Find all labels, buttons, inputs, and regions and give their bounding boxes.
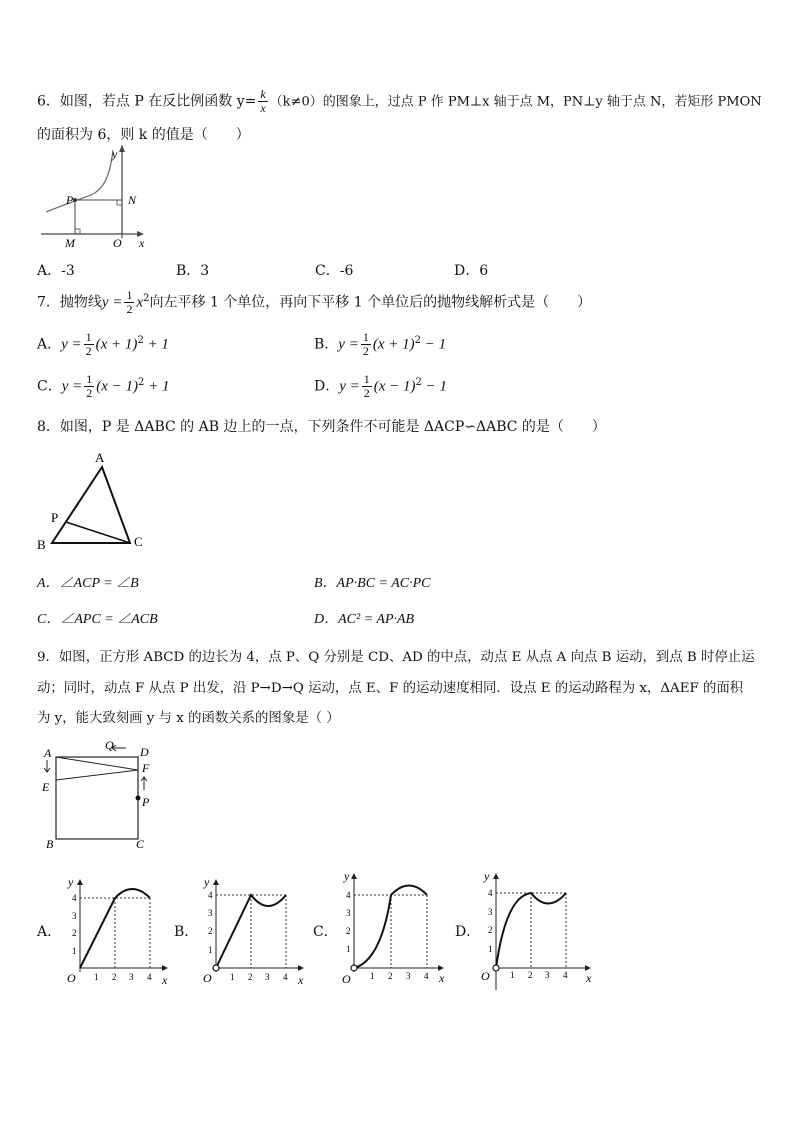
q7-option-a-half bbox=[84, 331, 94, 358]
graph-b-label-y: y bbox=[204, 875, 210, 889]
q8-option-c[interactable] bbox=[37, 608, 158, 628]
q6-label-y: y bbox=[112, 147, 118, 161]
q6-right-angle-m bbox=[75, 229, 80, 234]
q7-option-d-label: D． bbox=[314, 378, 340, 395]
q6-text-b: （k≠0）的图象上，过点 P 作 PM⊥x 轴于点 M，PN⊥y 轴于点 N，若矩形 PMON bbox=[269, 94, 762, 110]
graph-c-label-x: x bbox=[439, 971, 445, 985]
q7-option-b-label: B． bbox=[314, 336, 339, 353]
graph-b-xtick-1: 1 bbox=[230, 972, 235, 982]
q7-d-num: 1 bbox=[363, 372, 370, 386]
q7-d-den: 2 bbox=[363, 386, 370, 400]
q9-point-p bbox=[136, 796, 141, 801]
q7-option-a-sup: 2 bbox=[137, 334, 144, 346]
graph-c-ytick-3: 3 bbox=[346, 908, 351, 918]
q6-y-arrow bbox=[119, 145, 125, 152]
q7-option-d-tail: − 1 bbox=[421, 378, 448, 395]
graph-d-ytick-4: 4 bbox=[488, 888, 493, 898]
q9-label-c: C bbox=[136, 837, 145, 851]
graph-d-ytick-1: 1 bbox=[488, 944, 493, 954]
q7-half-num: 1 bbox=[126, 288, 133, 302]
q9-square-figure bbox=[38, 736, 163, 856]
graph-d-xtick-4: 4 bbox=[563, 970, 568, 980]
q9-line1 bbox=[37, 646, 755, 665]
q7-option-d[interactable] bbox=[314, 373, 447, 400]
q7-option-c-half bbox=[84, 373, 94, 400]
q8-label-p: P bbox=[51, 510, 59, 525]
q7-half bbox=[124, 289, 134, 316]
graph-d-label-o: O bbox=[481, 969, 490, 983]
q6-figure bbox=[38, 142, 158, 252]
graph-c-y-arrow bbox=[351, 873, 357, 879]
q7-option-a-tail: + 1 bbox=[143, 336, 169, 353]
graph-d-ytick-2: 2 bbox=[488, 925, 493, 935]
graph-c-ytick-1: 1 bbox=[346, 944, 351, 954]
graph-d-origin-dot bbox=[493, 965, 499, 971]
q9-square bbox=[56, 757, 138, 839]
graph-b-origin-dot bbox=[213, 965, 219, 971]
graph-a-xtick-3: 3 bbox=[129, 972, 134, 982]
q6-option-b[interactable]: B．3 bbox=[176, 263, 210, 279]
q8-text: 如图，P 是 ΔABC 的 AB 边上的一点，下列条件不可能是 ΔACP∽ΔABC 的是（ ） bbox=[59, 419, 606, 435]
q9-graph-d[interactable] bbox=[478, 866, 598, 994]
graph-b-xtick-3: 3 bbox=[265, 972, 270, 982]
q7-x: x bbox=[136, 294, 144, 311]
q8-triangle bbox=[52, 467, 130, 543]
graph-a-label-x: x bbox=[162, 973, 168, 987]
q9-segment-af bbox=[56, 757, 138, 770]
graph-b-ytick-4: 4 bbox=[208, 890, 213, 900]
graph-b-xtick-4: 4 bbox=[283, 972, 288, 982]
q7-number: 7． bbox=[37, 294, 60, 311]
graph-a-curve bbox=[80, 889, 150, 968]
q7-option-d-y: y = bbox=[339, 378, 360, 395]
q7-option-c-expr: (x − 1) bbox=[96, 378, 139, 395]
graph-b-ytick-1: 1 bbox=[208, 945, 213, 955]
graph-a-ytick-1: 1 bbox=[72, 946, 77, 956]
q6-frac-num: k bbox=[260, 87, 266, 101]
q7-option-b-y: y = bbox=[338, 336, 359, 353]
q8-segment-pc bbox=[66, 522, 130, 543]
graph-c-ytick-2: 2 bbox=[346, 926, 351, 936]
q6-curve bbox=[46, 150, 113, 212]
graph-c-origin-dot bbox=[351, 965, 357, 971]
graph-a-ytick-4: 4 bbox=[72, 893, 77, 903]
q7-option-c-label: C． bbox=[37, 378, 62, 395]
q7-b-num: 1 bbox=[362, 330, 369, 344]
q6-line1 bbox=[37, 88, 762, 115]
graph-a-x-arrow bbox=[162, 965, 168, 971]
graph-a-ytick-3: 3 bbox=[72, 911, 77, 921]
graph-a-ytick-2: 2 bbox=[72, 928, 77, 938]
q6-text-a: 如图，若点 P 在反比例函数 y= bbox=[59, 93, 257, 110]
graph-d-ytick-3: 3 bbox=[488, 907, 493, 917]
graph-b-label-o: O bbox=[203, 971, 212, 985]
q8-option-c-text: C．∠APC = ∠ACB bbox=[37, 612, 158, 627]
graph-d-y-arrow bbox=[493, 873, 499, 879]
q7-option-a-label: A． bbox=[37, 336, 62, 353]
q6-option-a[interactable]: A．-3 bbox=[37, 263, 75, 279]
q9-line1-text: 如图，正方形 ABCD 的边长为 4，点 P、Q 分别是 CD、AD 的中点，动点 E 从点 A 向点 B 运动，到点 B 时停止运 bbox=[58, 650, 755, 665]
graph-b-ytick-3: 3 bbox=[208, 908, 213, 918]
q9-graph-a[interactable] bbox=[62, 872, 172, 987]
q7-text-a: 抛物线 bbox=[59, 294, 102, 311]
q9-option-a[interactable]: A． bbox=[37, 924, 62, 940]
q9-line3: 为 y，能大致刻画 y 与 x 的函数关系的图象是（ ） bbox=[37, 711, 340, 726]
graph-a-xtick-1: 1 bbox=[94, 972, 99, 982]
q6-right-angle-n bbox=[117, 200, 122, 205]
q9-graph-c[interactable] bbox=[336, 866, 451, 988]
q7-option-d-expr: (x − 1) bbox=[373, 378, 416, 395]
graph-d-label-y: y bbox=[484, 869, 490, 883]
q7-y-eq: y = bbox=[101, 294, 123, 311]
graph-d-xtick-3: 3 bbox=[545, 970, 550, 980]
graph-b-x-arrow bbox=[298, 965, 304, 971]
graph-b-xtick-2: 2 bbox=[248, 972, 253, 982]
q7-half-den: 2 bbox=[126, 302, 133, 316]
q6-option-d[interactable]: D．6 bbox=[454, 263, 489, 279]
graph-c-label-y: y bbox=[344, 869, 350, 883]
q9-label-e: E bbox=[42, 780, 50, 794]
graph-c-ytick-4: 4 bbox=[346, 890, 351, 900]
q6-label-m: M bbox=[65, 236, 75, 250]
q9-label-a: A bbox=[44, 746, 52, 760]
graph-b-y-arrow bbox=[213, 879, 219, 885]
graph-a-xtick-4: 4 bbox=[147, 972, 152, 982]
q7-option-d-sup: 2 bbox=[415, 376, 422, 388]
q8-triangle-figure bbox=[34, 448, 164, 553]
q8-line bbox=[37, 416, 606, 436]
q9-graph-b[interactable] bbox=[198, 872, 310, 987]
q9-segment-ef bbox=[56, 770, 138, 780]
q7-line bbox=[37, 289, 591, 316]
graph-a-xtick-2: 2 bbox=[112, 972, 117, 982]
q9-label-d: D bbox=[140, 745, 149, 759]
q7-sup: 2 bbox=[143, 292, 150, 304]
q6-text-c: 的面积为 6，则 k 的值是（ ） bbox=[37, 127, 250, 143]
q8-option-a-text: A．∠ACP = ∠B bbox=[37, 576, 139, 591]
q8-label-a: A bbox=[95, 450, 105, 465]
q9-option-d[interactable]: D． bbox=[455, 924, 481, 940]
q7-text-b: 向左平移 1 个单位，再向下平移 1 个单位后的抛物线解析式是（ ） bbox=[149, 294, 592, 311]
q7-option-c-tail: + 1 bbox=[144, 378, 170, 395]
graph-d-label-x: x bbox=[586, 971, 592, 985]
q6-label-n: N bbox=[128, 193, 137, 207]
q8-option-d-text: D．AC² = AP·AB bbox=[314, 612, 415, 627]
q9-label-p: P bbox=[142, 795, 150, 809]
q7-c-num: 1 bbox=[86, 372, 93, 386]
q8-label-c: C bbox=[134, 534, 143, 549]
q7-option-b-tail: − 1 bbox=[420, 336, 447, 353]
q7-c-den: 2 bbox=[86, 386, 93, 400]
q7-option-a-expr: (x + 1) bbox=[95, 336, 138, 353]
q8-label-b: B bbox=[37, 537, 46, 552]
graph-c-xtick-3: 3 bbox=[406, 971, 411, 981]
graph-c-label-o: O bbox=[342, 972, 351, 986]
q6-frac-den: x bbox=[260, 101, 266, 115]
q9-option-b[interactable]: B． bbox=[174, 924, 199, 940]
q7-option-d-half bbox=[362, 373, 372, 400]
graph-a-y-arrow bbox=[77, 879, 83, 885]
q8-option-a[interactable] bbox=[37, 572, 139, 592]
q7-a-den: 2 bbox=[85, 344, 92, 358]
q7-option-b[interactable] bbox=[314, 331, 446, 358]
q8-option-d[interactable] bbox=[314, 608, 414, 628]
q7-option-b-expr: (x + 1) bbox=[372, 336, 415, 353]
q7-a-num: 1 bbox=[85, 330, 92, 344]
graph-a-label-y: y bbox=[68, 875, 74, 889]
q9-line2: 动；同时，动点 F 从点 P 出发，沿 P→D→Q 运动，点 E、F 的运动速度相同．设点 E 的运动路程为 x，ΔAEF 的面积 bbox=[37, 681, 744, 696]
graph-d-xtick-2: 2 bbox=[528, 970, 533, 980]
q6-point-p bbox=[73, 198, 77, 202]
q8-number: 8． bbox=[37, 419, 60, 435]
graph-b-label-x: x bbox=[298, 973, 304, 987]
q6-number: 6． bbox=[37, 93, 60, 110]
q9-label-q: Q bbox=[105, 738, 114, 752]
q7-option-c-y: y = bbox=[61, 378, 83, 395]
q9-label-f: F bbox=[142, 761, 150, 775]
q7-option-b-sup: 2 bbox=[414, 334, 421, 346]
q9-number: 9． bbox=[37, 650, 59, 665]
q7-option-a-y: y = bbox=[61, 336, 82, 353]
q6-label-p: P bbox=[66, 193, 74, 207]
graph-a-label-o: O bbox=[67, 971, 76, 985]
graph-c-xtick-4: 4 bbox=[424, 971, 429, 981]
q7-option-a[interactable] bbox=[37, 331, 169, 358]
q6-fraction bbox=[258, 88, 267, 115]
q7-option-c[interactable] bbox=[37, 373, 170, 400]
graph-c-xtick-2: 2 bbox=[388, 971, 393, 981]
q9-label-b: B bbox=[46, 837, 54, 851]
q6-option-c[interactable]: C．-6 bbox=[315, 263, 354, 279]
q8-option-b[interactable] bbox=[314, 572, 431, 592]
graph-b-ytick-2: 2 bbox=[208, 926, 213, 936]
q6-label-o: O bbox=[113, 236, 122, 250]
graph-c-xtick-1: 1 bbox=[370, 971, 375, 981]
q6-label-x: x bbox=[139, 236, 145, 250]
q8-option-b-text: B．AP·BC = AC·PC bbox=[314, 576, 431, 591]
q7-b-den: 2 bbox=[362, 344, 369, 358]
graph-d-xtick-1: 1 bbox=[510, 970, 515, 980]
q7-option-c-sup: 2 bbox=[138, 376, 145, 388]
q9-option-c[interactable]: C． bbox=[313, 924, 338, 940]
q7-option-b-half bbox=[361, 331, 371, 358]
